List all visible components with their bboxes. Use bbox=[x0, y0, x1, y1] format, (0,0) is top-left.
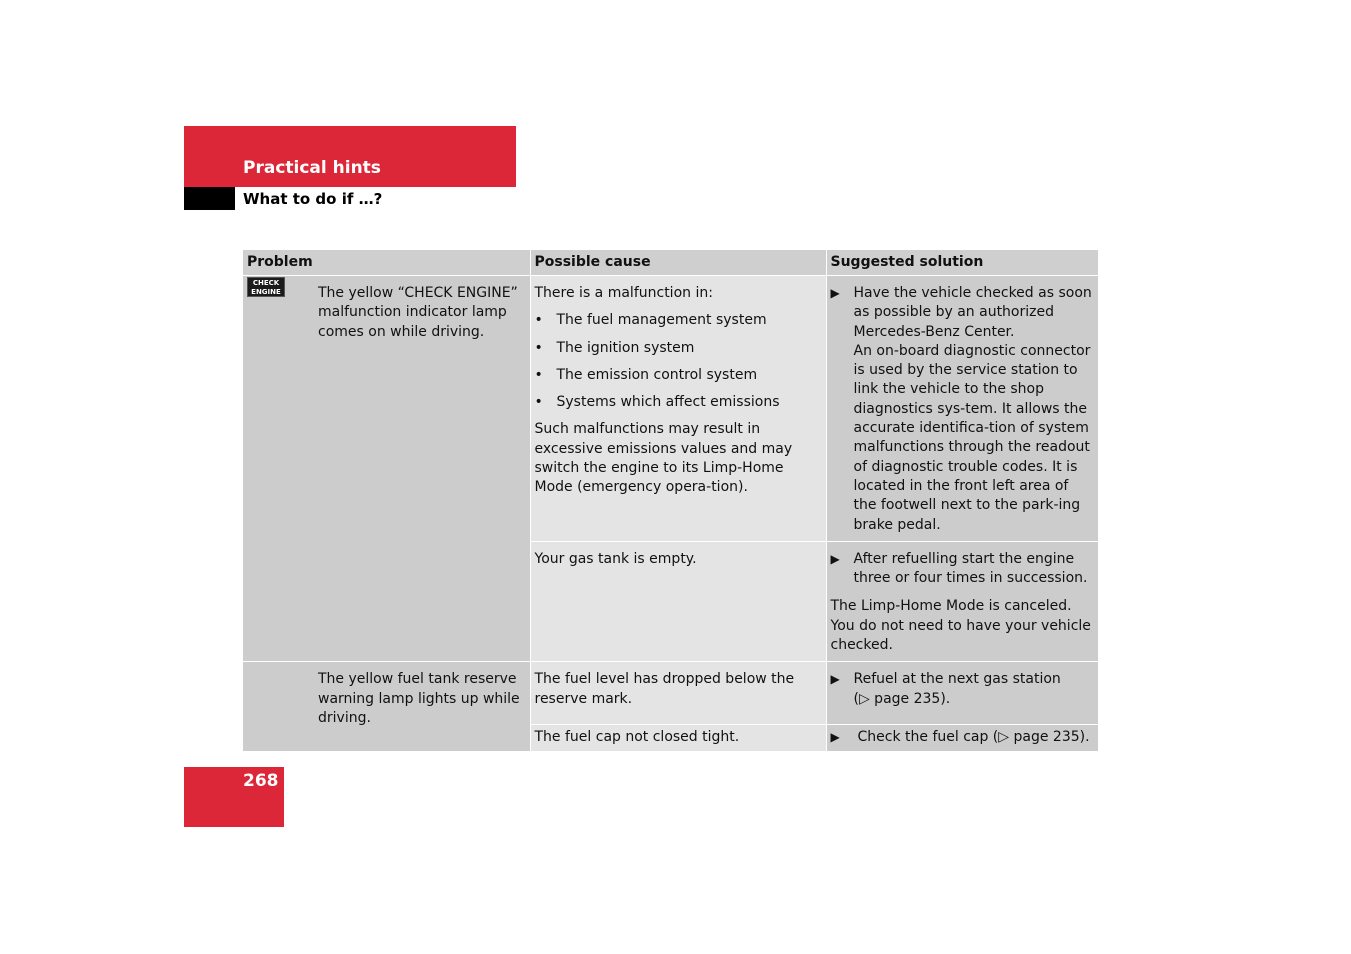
cause-cell bbox=[530, 541, 826, 661]
solution-cell bbox=[826, 276, 1098, 542]
header-cause: Possible cause bbox=[530, 250, 826, 276]
cause-note: Such malfunctions may result in excessive emissions values and may switch the engine to its Limp-Home Mode (emergency opera-tion). bbox=[534, 421, 793, 496]
arrow-right-icon: ▶ bbox=[830, 672, 840, 687]
cause-text: The fuel cap not closed tight. bbox=[534, 729, 740, 746]
problem-cell bbox=[243, 276, 530, 662]
solution-text: Refuel at the next gas station bbox=[853, 671, 1061, 688]
solution-cell bbox=[826, 725, 1098, 751]
header-marker bbox=[184, 187, 235, 210]
solution-text: After refuelling start the engine three or four times in succession. bbox=[853, 550, 1088, 587]
list-item: • The emission control system bbox=[534, 366, 758, 383]
problem-text: The yellow fuel tank reserve warning lamp lights up while driving. bbox=[318, 671, 520, 726]
page-number: 268 bbox=[243, 771, 279, 791]
troubleshooting-table bbox=[243, 250, 1098, 751]
header-problem: Problem bbox=[243, 250, 530, 276]
subsection-title: What to do if …? bbox=[243, 190, 383, 208]
cause-text: The fuel level has dropped below the reserve mark. bbox=[534, 671, 795, 707]
cause-cell bbox=[530, 725, 826, 751]
section-title: Practical hints bbox=[243, 158, 381, 178]
solution-cell bbox=[826, 541, 1098, 661]
table-header-row bbox=[243, 250, 1098, 276]
page-reference: (▷ page 235). bbox=[853, 690, 951, 707]
check-engine-icon: CHECK ENGINE bbox=[247, 277, 285, 297]
arrow-right-icon: ▶ bbox=[830, 286, 840, 300]
solution-text: Have the vehicle checked as soon as possible by an authorized Mercedes-Benz Center. bbox=[853, 285, 1092, 340]
problem-cell bbox=[243, 662, 530, 751]
table-row bbox=[243, 662, 1098, 725]
arrow-right-icon: ▶ bbox=[830, 551, 840, 566]
cause-intro: There is a malfunction in: bbox=[534, 285, 713, 301]
solution-detail: An on-board diagnostic connector is used by the service station to link the vehicle to the shop diagnostics sys-tem. It allows the accurate identifica-tion of system malfunctions through the readout of diagnostic trouble codes. It is located in the front left area of the footwell next to the park-ing brake pedal. bbox=[853, 342, 1091, 533]
solution-cell bbox=[826, 662, 1098, 725]
cause-cell bbox=[530, 276, 826, 542]
list-item: • The ignition system bbox=[534, 339, 695, 356]
table-row bbox=[243, 276, 1098, 542]
cause-cell bbox=[530, 662, 826, 725]
header-solution: Suggested solution bbox=[826, 250, 1098, 276]
solution-text: Check the fuel cap (▷ page 235). bbox=[857, 729, 1090, 746]
list-item: • The fuel management system bbox=[534, 312, 767, 329]
solution-note: The Limp-Home Mode is canceled. You do not need to have your vehicle checked. bbox=[830, 598, 1091, 654]
problem-text: The yellow “CHECK ENGINE” malfunction indicator lamp comes on while driving. bbox=[318, 285, 518, 340]
arrow-right-icon: ▶ bbox=[830, 730, 840, 745]
list-item: • Systems which affect emissions bbox=[534, 394, 780, 411]
cause-text: Your gas tank is empty. bbox=[534, 550, 697, 567]
